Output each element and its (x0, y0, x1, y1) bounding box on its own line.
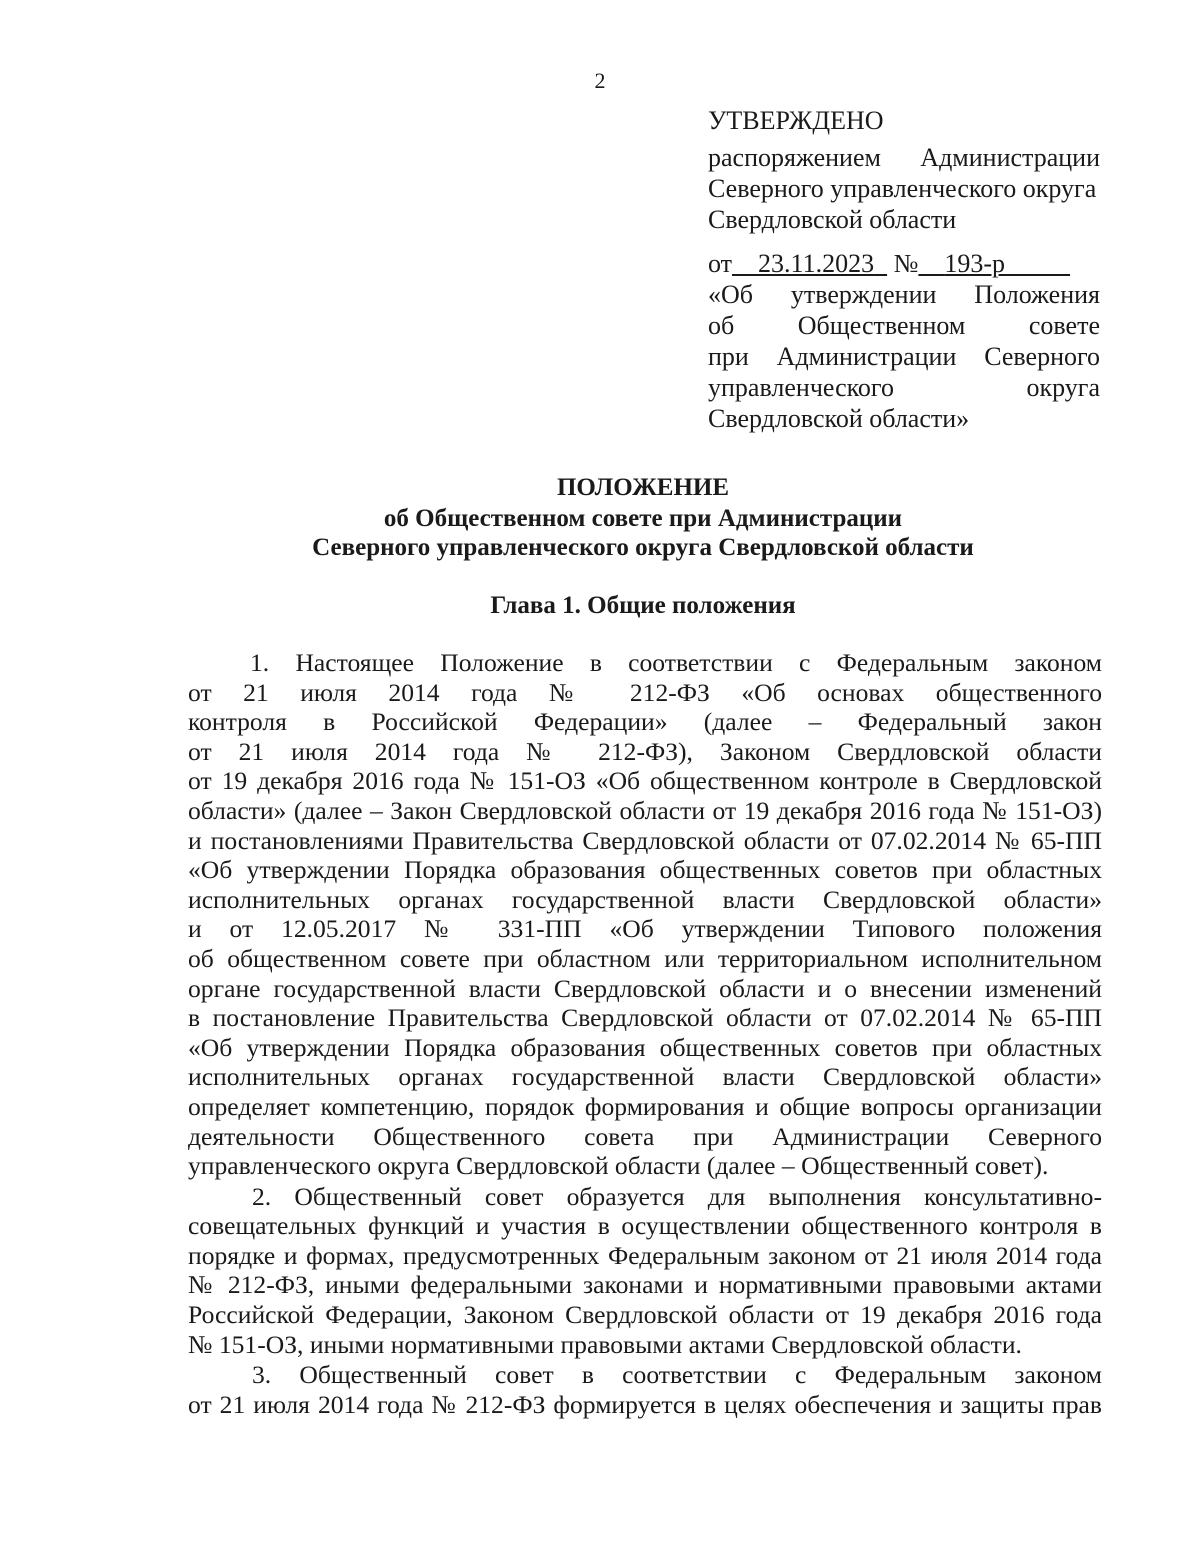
paragraph-line: в постановление Правительства Свердловской области от 07.02.2014 № 65-ПП (188, 1003, 1102, 1033)
approval-doc-title-line: Свердловской области» (708, 404, 970, 433)
paragraph-line: «Об утверждении Порядка образования общественных советов при областных (188, 855, 1102, 885)
paragraph-line: 2. Общественный совет образуется для выполнения консультативно- (252, 1181, 1102, 1211)
paragraph-line: Российской Федерации, Законом Свердловской области от 19 декабря 2016 года (188, 1300, 1102, 1330)
paragraph-line: области» (далее – Закон Свердловской области от 19 декабря 2016 года № 151-ОЗ) (188, 795, 1102, 825)
paragraph-line: от 19 декабря 2016 года № 151-ОЗ «Об общественном контроле в Свердловской (188, 766, 1102, 796)
approval-title: УТВЕРЖДЕНО (708, 106, 884, 135)
paragraph-line: и постановлениями Правительства Свердловской области от 07.02.2014 № 65-ПП (188, 825, 1102, 855)
approval-line: Северного управленческого округа (708, 174, 1097, 203)
date-prefix: от (708, 249, 733, 278)
paragraph-line: об общественном совете при областном или территориальном исполнительном (188, 943, 1102, 973)
approval-number: 193-р (944, 249, 1006, 278)
approval-doc-title-line: при Администрации Северного (708, 342, 1100, 371)
paragraph-line: совещательных функций и участия в осуществлении общественного контроля в (188, 1211, 1102, 1241)
paragraph-line: исполнительных органах государственной власти Свердловской области» (188, 1062, 1102, 1092)
paragraph-line: органе государственной власти Свердловской области и о внесении изменений (188, 973, 1102, 1003)
paragraph-line: управленческого округа Свердловской области (далее – Общественный совет). (188, 1151, 1049, 1181)
approval-block (708, 104, 1100, 434)
paragraph-line: исполнительных органах государственной власти Свердловской области» (188, 884, 1102, 914)
approval-doc-title-line: об Общественном совете (708, 311, 1100, 340)
paragraph-line: № 212-ФЗ, иными федеральными законами и нормативными правовыми актами (188, 1270, 1102, 1300)
paragraph-line: № 151-ОЗ, иными нормативными правовыми актами Свердловской области. (188, 1329, 1022, 1359)
paragraph-line: от 21 июля 2014 года № 212-ФЗ), Законом Свердловской области (188, 736, 1102, 766)
approval-doc-title-line: управленческого округа (708, 373, 1100, 402)
chapter-title: Глава 1. Общие положения (490, 592, 796, 619)
paragraph-line: деятельности Общественного совета при Администрации Северного (188, 1121, 1102, 1151)
approval-doc-title-line: «Об утверждении Положения (708, 280, 1100, 309)
approval-date: 23.11.2023 (758, 249, 875, 278)
paragraph-line: от 21 июля 2014 года № 212-ФЗ формируется в целях обеспечения и защиты прав (188, 1389, 1102, 1419)
paragraph-line: «Об утверждении Порядка образования общественных советов при областных (188, 1032, 1102, 1062)
document-subheading: об Общественном совете при Администрации (383, 505, 903, 532)
paragraph-line: определяет компетенцию, порядок формирования и общие вопросы организации (188, 1091, 1102, 1121)
document-subheading: Северного управленческого округа Свердловской области (312, 534, 974, 561)
paragraph-line: от 21 июля 2014 года № 212-ФЗ «Об основах общественного (188, 677, 1102, 707)
paragraph-line: контроля в Российской Федерации» (далее – Федеральный закон (188, 707, 1102, 737)
paragraph-line: порядке и формах, предусмотренных Федеральным законом от 21 июля 2014 года (188, 1240, 1102, 1270)
document-heading: ПОЛОЖЕНИЕ (556, 474, 730, 501)
paragraph-line: 3. Общественный совет в соответствии с Федеральным законом (252, 1360, 1102, 1390)
paragraph-line: и от 12.05.2017 № 331-ПП «Об утверждении Типового положения (188, 914, 1102, 944)
paragraph-line: 1. Настоящее Положение в соответствии с Федеральным законом (250, 648, 1102, 677)
page-number: 2 (594, 68, 606, 93)
approval-date-line (708, 248, 1100, 279)
approval-line: распоряжением Администрации (708, 143, 1100, 172)
number-sign: № (893, 249, 919, 278)
approval-line: Свердловской области (708, 205, 957, 234)
body-text (188, 648, 1102, 1419)
